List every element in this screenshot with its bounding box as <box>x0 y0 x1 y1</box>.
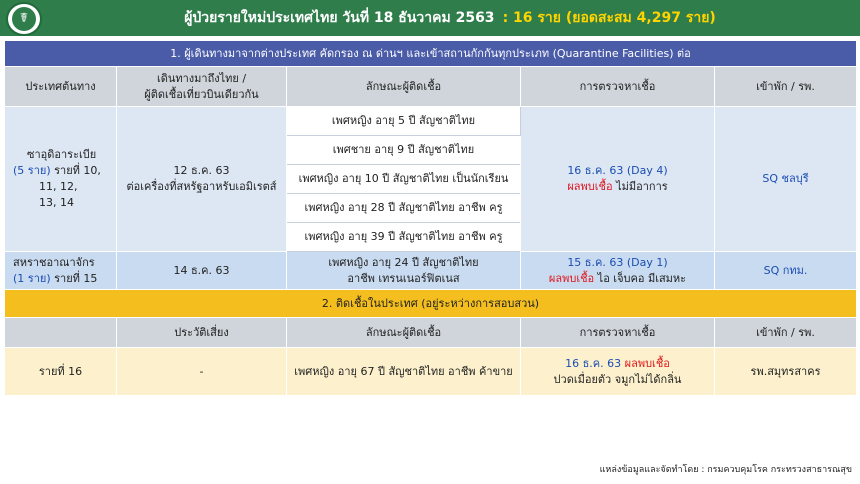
country-count-line <box>13 163 113 179</box>
col-stay: เข้าพัก / รพ. <box>715 67 857 107</box>
test-result-line <box>524 271 711 287</box>
test-date: 15 ธ.ค. 63 (Day 1) <box>567 255 668 269</box>
test-cell <box>521 252 715 290</box>
arrive-note: ต่อเครื่องที่สหรัฐอาหรับเอมิเรตส์ <box>126 180 277 193</box>
case-characteristics: เพศหญิง อายุ 10 ปี สัญชาติไทย เป็นนักเรียน <box>287 165 521 194</box>
col-characteristics: ลักษณะผู้ติดเชื้อ <box>287 67 521 107</box>
test-cell <box>521 348 715 396</box>
country-name: สหราชอาณาจักร <box>13 255 95 269</box>
header-bar <box>0 0 860 36</box>
test-result: ผลพบเชื้อ <box>548 271 595 285</box>
table-row <box>5 252 857 290</box>
col-test: การตรวจหาเชื้อ <box>521 67 715 107</box>
table-row <box>5 107 857 136</box>
col-stay: เข้าพัก / รพ. <box>715 318 857 348</box>
arrive-cell <box>117 107 287 252</box>
title-highlight: : 16 ราย (ยอดสะสม 4,297 ราย) <box>502 10 716 26</box>
section2-header <box>5 290 857 318</box>
caduceus-icon: ☤ <box>12 7 36 31</box>
col-arrive-line2: ผู้ติดเชื้อเที่ยวบินเดียวกัน <box>144 87 259 101</box>
ministry-logo <box>6 2 42 36</box>
case-characteristics: เพศหญิง อายุ 28 ปี สัญชาติไทย อาชีพ ครู <box>287 194 521 223</box>
test-date-line <box>524 356 711 372</box>
case-numbers: รายที่ 15 <box>50 271 98 285</box>
test-result-line <box>524 179 711 195</box>
country-count: (1 ราย) <box>13 271 51 285</box>
col-characteristics: ลักษณะผู้ติดเชื้อ <box>287 318 521 348</box>
test-symptom: ไอ เจ็บคอ มีเสมหะ <box>594 271 687 285</box>
country-cell <box>5 107 117 252</box>
arrive-date: 12 ธ.ค. 63 <box>173 164 230 178</box>
case-characteristics: เพศหญิง อายุ 67 ปี สัญชาติไทย อาชีพ ค้าขาย <box>287 348 521 396</box>
risk-history: - <box>117 348 287 396</box>
country-name: ซาอุดิอาระเบีย <box>27 148 97 162</box>
test-date: 16 ธ.ค. 63 <box>565 356 625 370</box>
case-characteristics: เพศหญิง อายุ 39 ปี สัญชาติไทย อาชีพ ครู <box>287 223 521 252</box>
section1-title: 1. ผู้เดินทางมาจากต่างประเทศ คัดกรอง ณ ด่านฯ และเข้าสถานกักกันทุกประเภท (Quarantine Facilities) ต่อ <box>5 41 857 67</box>
title-main: ผู้ป่วยรายใหม่ประเทศไทย วันที่ 18 ธันวาคม 2563 <box>184 10 495 26</box>
test-result: ผลพบเชื้อ <box>624 356 670 370</box>
test-symptom: ปวดเมื่อยตัว จมูกไม่ได้กลิ่น <box>553 372 682 386</box>
col-country: ประเทศต้นทาง <box>5 67 117 107</box>
arrive-date: 14 ธ.ค. 63 <box>117 252 287 290</box>
col-risk: ประวัติเสี่ยง <box>117 318 287 348</box>
cases-table <box>4 40 857 396</box>
col-test: การตรวจหาเชื้อ <box>521 318 715 348</box>
col-arrive <box>117 67 287 107</box>
case-numbers: รายที่ 10, <box>50 164 101 178</box>
section1-header <box>5 41 857 67</box>
stay-location: SQ ชลบุรี <box>715 107 857 252</box>
page-title <box>40 0 860 36</box>
section2-title: 2. ติดเชื้อในประเทศ (อยู่ระหว่างการสอบสวน) <box>5 290 857 318</box>
data-source: แหล่งข้อมูลและจัดทำโดย : กรมควบคุมโรค กระทรวงสาธารณสุข <box>599 465 852 475</box>
col-case-no <box>5 318 117 348</box>
case-characteristics <box>287 252 521 290</box>
case-characteristics: เพศชาย อายุ 9 ปี สัญชาติไทย <box>287 136 521 165</box>
case-numbers-3: 13, 14 <box>39 195 74 209</box>
case-numbers-2: 11, 12, <box>39 180 78 193</box>
section2-column-headers <box>5 318 857 348</box>
stay-location: SQ กทม. <box>715 252 857 290</box>
case-line1: เพศหญิง อายุ 24 ปี สัญชาติไทย <box>328 255 479 269</box>
col-arrive-line1: เดินทางมาถึงไทย / <box>156 71 247 85</box>
stay-location: รพ.สมุทรสาคร <box>715 348 857 396</box>
test-cell <box>521 107 715 252</box>
test-symptom: ไม่มีอาการ <box>612 180 668 193</box>
case-number: รายที่ 16 <box>5 348 117 396</box>
case-line2: อาชีพ เทรนเนอร์ฟิตเนส <box>347 271 460 285</box>
test-date: 16 ธ.ค. 63 (Day 4) <box>567 164 668 178</box>
table-row <box>5 348 857 396</box>
section1-column-headers <box>5 67 857 107</box>
country-count: (5 ราย) <box>13 164 51 178</box>
case-characteristics: เพศหญิง อายุ 5 ปี สัญชาติไทย <box>287 107 521 136</box>
test-result: ผลพบเชื้อ <box>567 180 613 193</box>
country-count-line <box>13 271 113 287</box>
country-cell <box>5 252 117 290</box>
